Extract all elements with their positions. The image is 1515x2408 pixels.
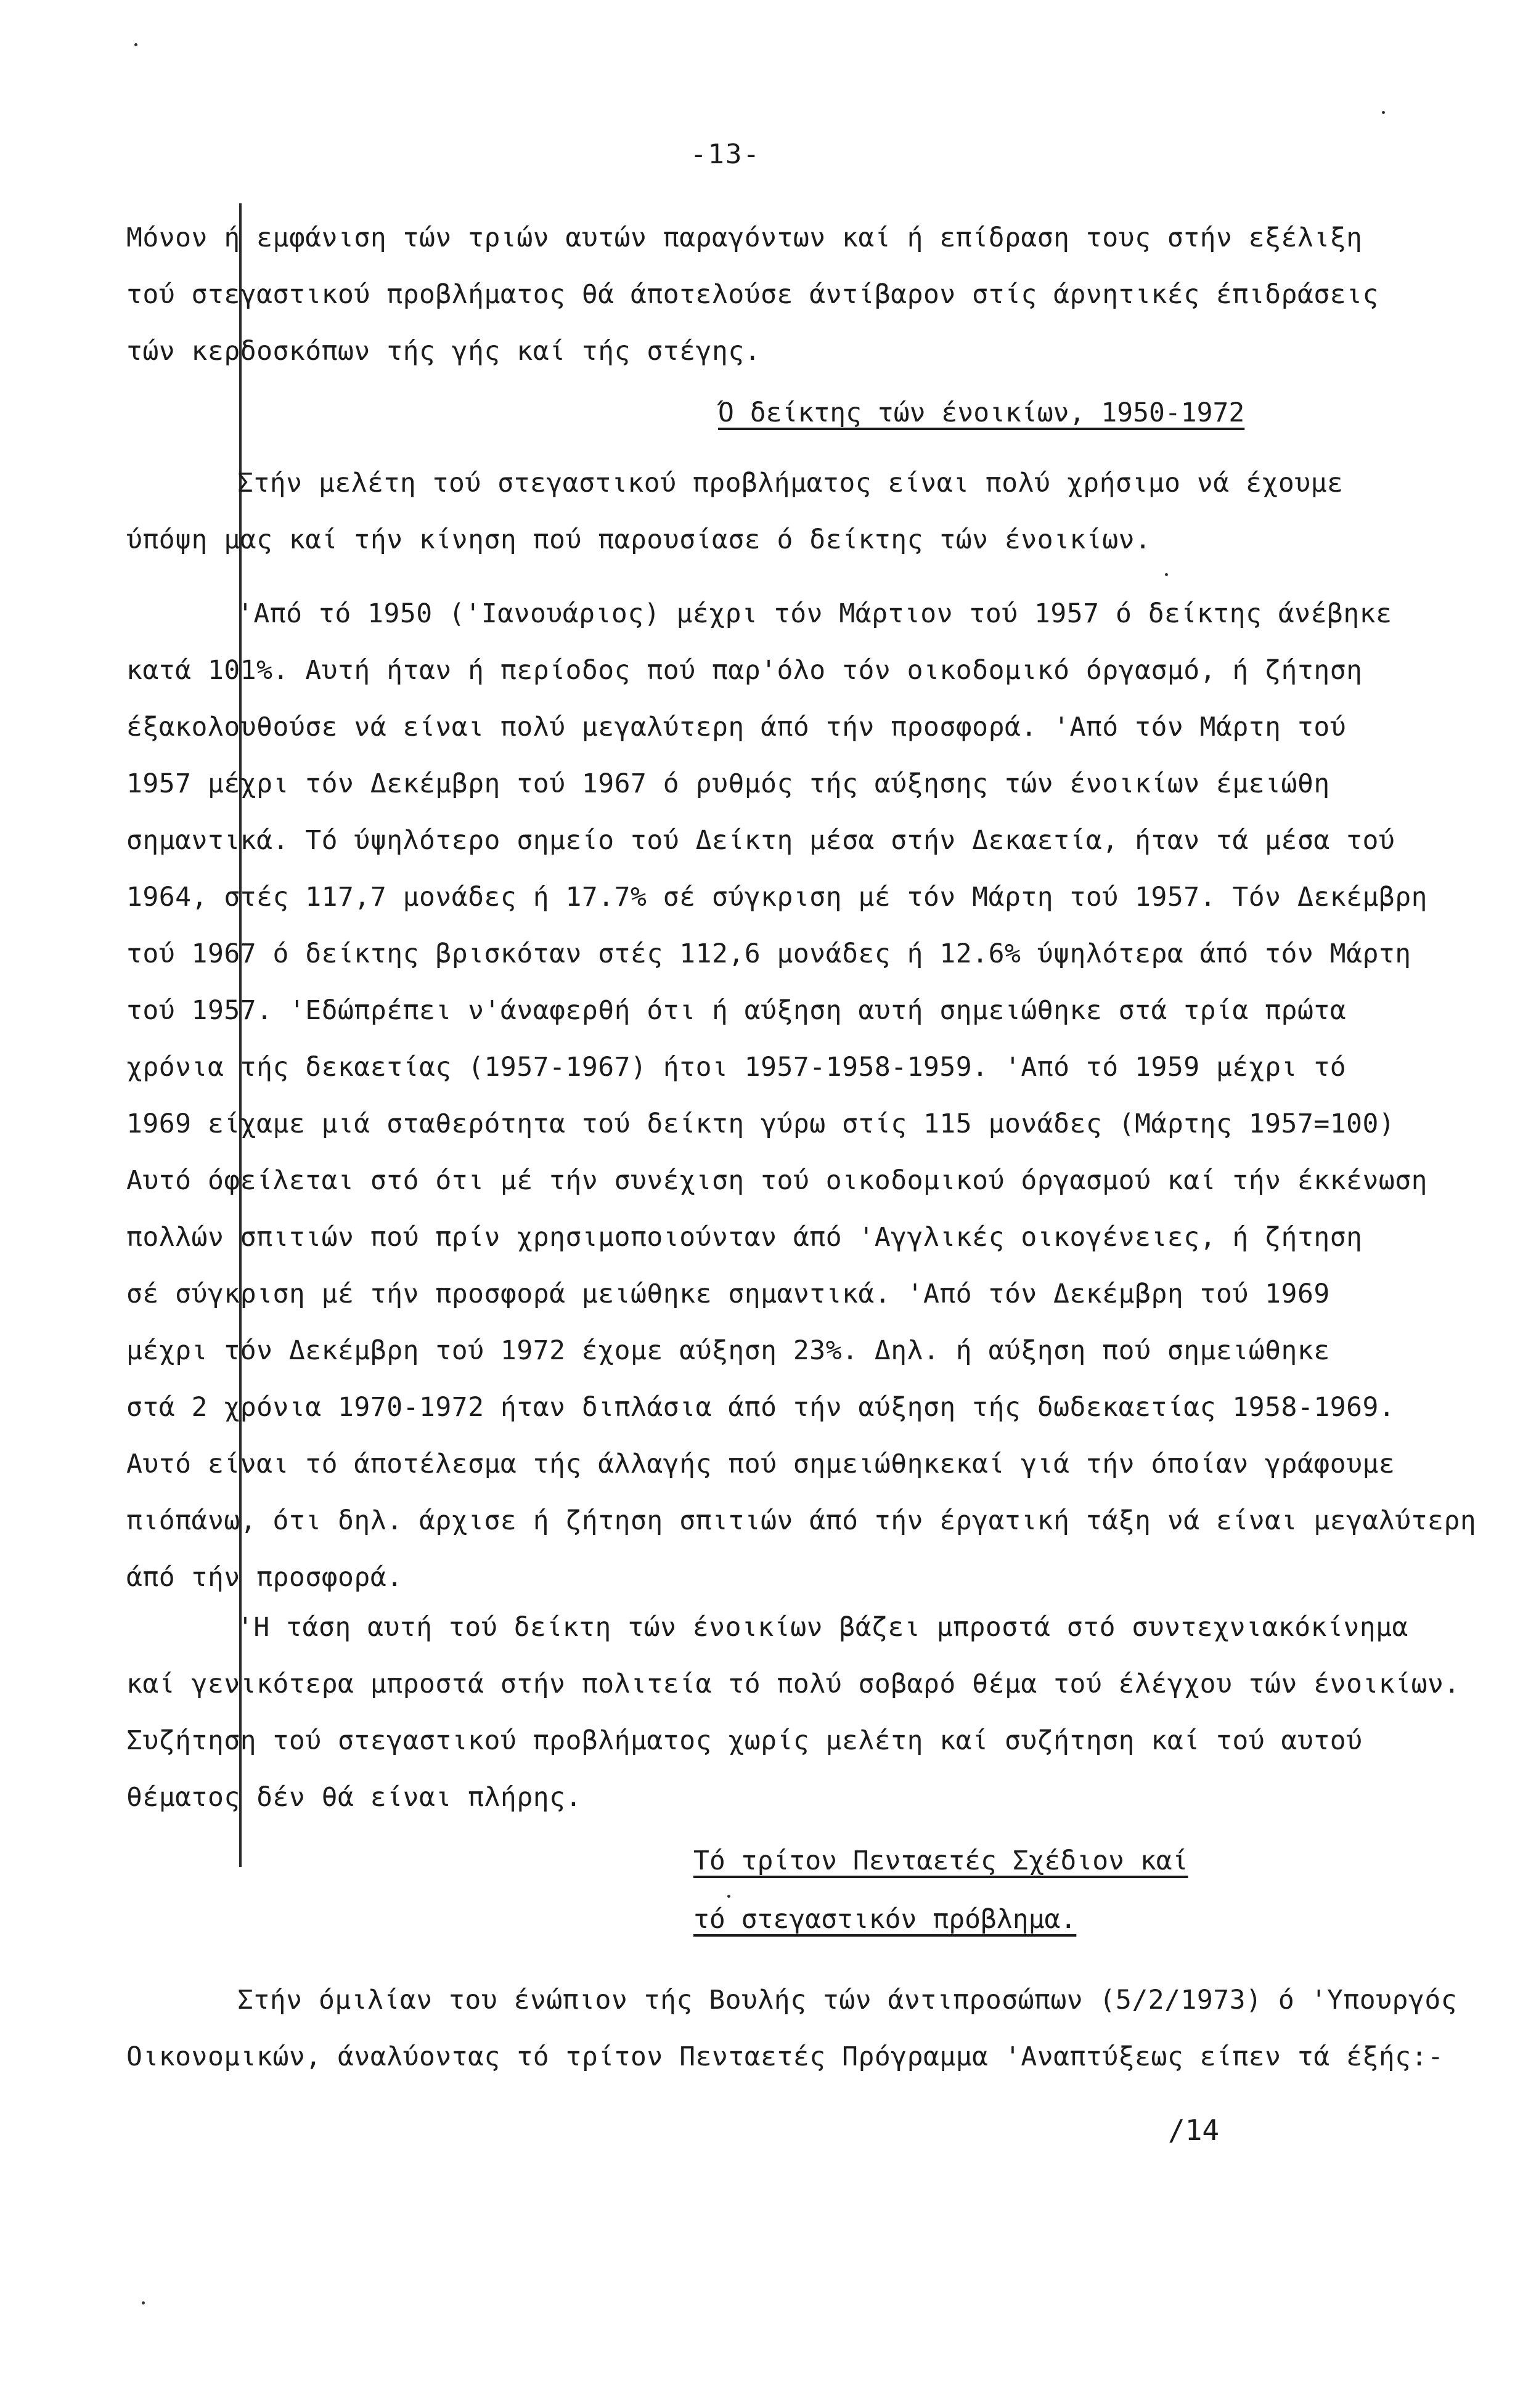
text-line: σημαντικά. Τό ύψηλότερο σημείο τού Δείκτη μέσα στήν Δεκαετία, ήταν τά μέσα τού: [126, 825, 1395, 856]
text-line: χρόνια τής δεκαετίας (1957-1967) ήτοι 1957-1958-1959. 'Από τό 1959 μέχρι τό: [126, 1052, 1347, 1083]
text-line: Αυτό όφείλεται στό ότι μέ τήν συνέχιση τού οικοδομικού όργασμού καί τήν έκκένωση: [126, 1165, 1428, 1196]
text-line: 1969 είχαμε μιά σταθερότητα τού δείκτη γύρω στίς 115 μονάδες (Μάρτης 1957=100): [126, 1108, 1395, 1139]
text-line: Στήν όμιλίαν του ένώπιον τής Βουλής τών άντιπροσώπων (5/2/1973) ό 'Υπουργός: [237, 1985, 1458, 2015]
text-line: Αυτό είναι τό άποτέλεσμα τής άλλαγής πού σημειώθηκεκαί γιά τήν όποίαν γράφουμε: [126, 1449, 1395, 1479]
text-line: Οικονομικών, άναλύοντας τό τρίτον Πενταετές Πρόγραμμα 'Αναπτύξεως είπεν τά έξής:-: [126, 2041, 1444, 2072]
text-line: πιόπάνω, ότι δηλ. άρχισε ή ζήτηση σπιτιών άπό τήν έργατική τάξη νά είναι μεγαλύτερη: [126, 1505, 1477, 1536]
text-line: ύπόψη μας καί τήν κίνηση πού παρουσίασε ό δείκτης τών ένοικίων.: [126, 524, 1151, 555]
text-line: κατά 101%. Αυτή ήταν ή περίοδος πού παρ'όλο τόν οικοδομικό όργασμό, ή ζήτηση: [126, 655, 1363, 686]
scan-speck: [727, 1895, 730, 1898]
text-line: Μόνον ή εμφάνιση τών τριών αυτών παραγόντων καί ή επίδραση τους στήν εξέλιξη: [126, 222, 1363, 253]
text-line: 'Η τάση αυτή τού δείκτη τών ένοικίων βάζει μπροστά στό συντεχνιακόκίνημα: [237, 1612, 1408, 1643]
paragraph-4: [126, 1599, 1460, 1826]
section-heading-rent-index: Ό δείκτης τών ένοικίων, 1950-1972: [718, 397, 1245, 428]
paragraph-1: [126, 209, 1390, 380]
scan-speck: [1165, 573, 1168, 576]
text-line: 1957 μέχρι τόν Δεκέμβρη τού 1967 ό ρυθμός τής αύξησης τών ένοικίων έμειώθη: [126, 768, 1330, 799]
continuation-marker: /14: [1168, 2113, 1220, 2147]
text-line: Συζήτηση τού στεγαστικού προβλήματος χωρίς μελέτη καί συζήτηση καί τού αυτού: [126, 1725, 1363, 1756]
scan-speck: [1382, 111, 1385, 114]
text-line: Στήν μελέτη τού στεγαστικού προβλήματος είναι πολύ χρήσιμο νά έχουμε: [237, 468, 1344, 498]
text-line: έξακολουθούσε νά είναι πολύ μεγαλύτερη άπό τήν προσφορά. 'Από τόν Μάρτη τού: [126, 712, 1347, 742]
text-line: τών κερδοσκόπων τής γής καί τής στέγης.: [126, 336, 761, 367]
text-line: τού στεγαστικού προβλήματος θά άποτελούσε άντίβαρον στίς άρνητικές έπιδράσεις: [126, 279, 1379, 310]
text-line: 'Από τό 1950 ('Ιανουάριος) μέχρι τόν Μάρτιον τού 1957 ό δείκτης άνέβηκε: [237, 598, 1392, 629]
paragraph-5: [126, 1972, 1458, 2085]
text-line: θέματος δέν θά είναι πλήρης.: [126, 1782, 582, 1813]
text-line: άπό τήν προσφορά.: [126, 1562, 403, 1593]
text-line: μέχρι τόν Δεκέμβρη τού 1972 έχομε αύξηση 23%. Δηλ. ή αύξηση πού σημειώθηκε: [126, 1335, 1330, 1366]
text-line: 1964, στές 117,7 μονάδες ή 17.7% σέ σύγκριση μέ τόν Μάρτη τού 1957. Τόν Δεκέμβρη: [126, 882, 1428, 913]
scan-speck: [134, 43, 137, 46]
text-line: τού 1957. 'Εδώπρέπει ν'άναφερθή ότι ή αύξηση αυτή σημειώθηκε στά τρία πρώτα: [126, 995, 1347, 1026]
text-line: στά 2 χρόνια 1970-1972 ήταν διπλάσια άπό τήν αύξηση τής δωδεκαετίας 1958-1969.: [126, 1392, 1395, 1423]
section-heading-housing-problem: τό στεγαστικόν πρόβλημα.: [693, 1904, 1077, 1935]
section-heading-five-year-plan: Τό τρίτον Πενταετές Σχέδιον καί: [693, 1845, 1188, 1876]
text-line: σέ σύγκριση μέ τήν προσφορά μειώθηκε σημαντικά. 'Από τόν Δεκέμβρη τού 1969: [126, 1279, 1330, 1309]
page-number: -13-: [690, 139, 761, 170]
text-line: καί γενικότερα μπροστά στήν πολιτεία τό πολύ σοβαρό θέμα τού έλέγχου τών ένοικίων.: [126, 1669, 1460, 1699]
text-line: πολλών σπιτιών πού πρίν χρησιμοποιούνταν άπό 'Αγγλικές οικογένειες, ή ζήτηση: [126, 1222, 1363, 1253]
paragraph-2: [126, 455, 1390, 568]
text-line: τού 1967 ό δείκτης βρισκόταν στές 112,6 μονάδες ή 12.6% ύψηλότερα άπό τόν Μάρτη: [126, 938, 1411, 969]
paragraph-3: [126, 585, 1477, 1606]
scan-speck: [142, 2301, 145, 2304]
